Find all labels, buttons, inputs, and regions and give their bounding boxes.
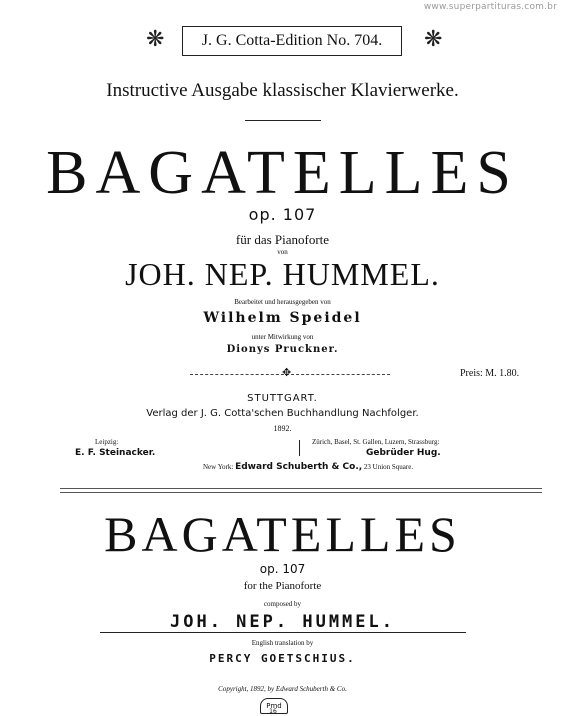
divider <box>245 120 321 121</box>
assist-label: unter Mitwirkung von <box>251 333 314 341</box>
instrument-line: für das Pianoforte <box>235 232 330 247</box>
publication-year: 1892. <box>273 424 292 433</box>
fleuron-ornament-icon: ❋ <box>424 27 443 52</box>
english-opus: op. 107 <box>259 562 306 576</box>
divider-ornament-icon: ✥ <box>282 366 292 379</box>
ny-label: New York: <box>203 463 234 471</box>
composed-label: composed by <box>263 600 302 608</box>
zurich-label: Zürich, Basel, St. Gallen, Luzern, Strassburg: <box>312 438 440 446</box>
ny-agent: Edward Schuberth & Co., <box>235 462 363 472</box>
new-york-line <box>203 462 413 472</box>
composer-underline <box>100 632 466 633</box>
edition-label: J. G. Cotta-Edition No. 704. <box>182 26 402 56</box>
ny-address: 23 Union Square. <box>363 463 414 471</box>
column-divider <box>299 440 300 456</box>
edited-label: Bearbeitet und herausgegeben von <box>234 298 331 306</box>
assistant-name: Dionys Pruckner. <box>226 344 339 355</box>
english-title: BAGATELLES <box>104 506 461 562</box>
stamp-number: 16 <box>269 708 277 715</box>
publisher-city: STUTTGART. <box>247 393 318 404</box>
by-label: von <box>277 248 288 256</box>
editor-name: Wilhelm Speidel <box>203 310 362 326</box>
leipzig-label: Leipzig: <box>95 438 119 446</box>
watermark-text: www.superpartituras.com.br <box>423 2 557 12</box>
page-title: BAGATELLES <box>46 139 519 207</box>
publisher-stamp: Pmd <box>260 698 288 714</box>
composer-name: JOH. NEP. HUMMEL. <box>125 256 440 292</box>
fleuron-ornament-icon: ❋ <box>146 27 165 52</box>
zurich-agent: Gebrüder Hug. <box>366 448 441 458</box>
translation-label: English translation by <box>251 639 314 647</box>
opus-number: op. 107 <box>248 205 317 224</box>
english-composer: JOH. NEP. HUMMEL. <box>170 612 395 632</box>
price-label: Preis: M. 1.80. <box>460 368 520 379</box>
leipzig-agent: E. F. Steinacker. <box>75 448 156 458</box>
publisher-name: Verlag der J. G. Cotta'schen Buchhandlung Nachfolger. <box>146 408 419 419</box>
section-divider <box>60 488 542 493</box>
english-instrument: for the Pianoforte <box>243 580 322 592</box>
translator-name: PERCY GOETSCHIUS. <box>209 652 356 665</box>
series-subtitle: Instructive Ausgabe klassischer Klavierwerke. <box>106 80 459 101</box>
copyright-line: Copyright, 1892, by Edward Schuberth & Co. <box>218 685 347 693</box>
